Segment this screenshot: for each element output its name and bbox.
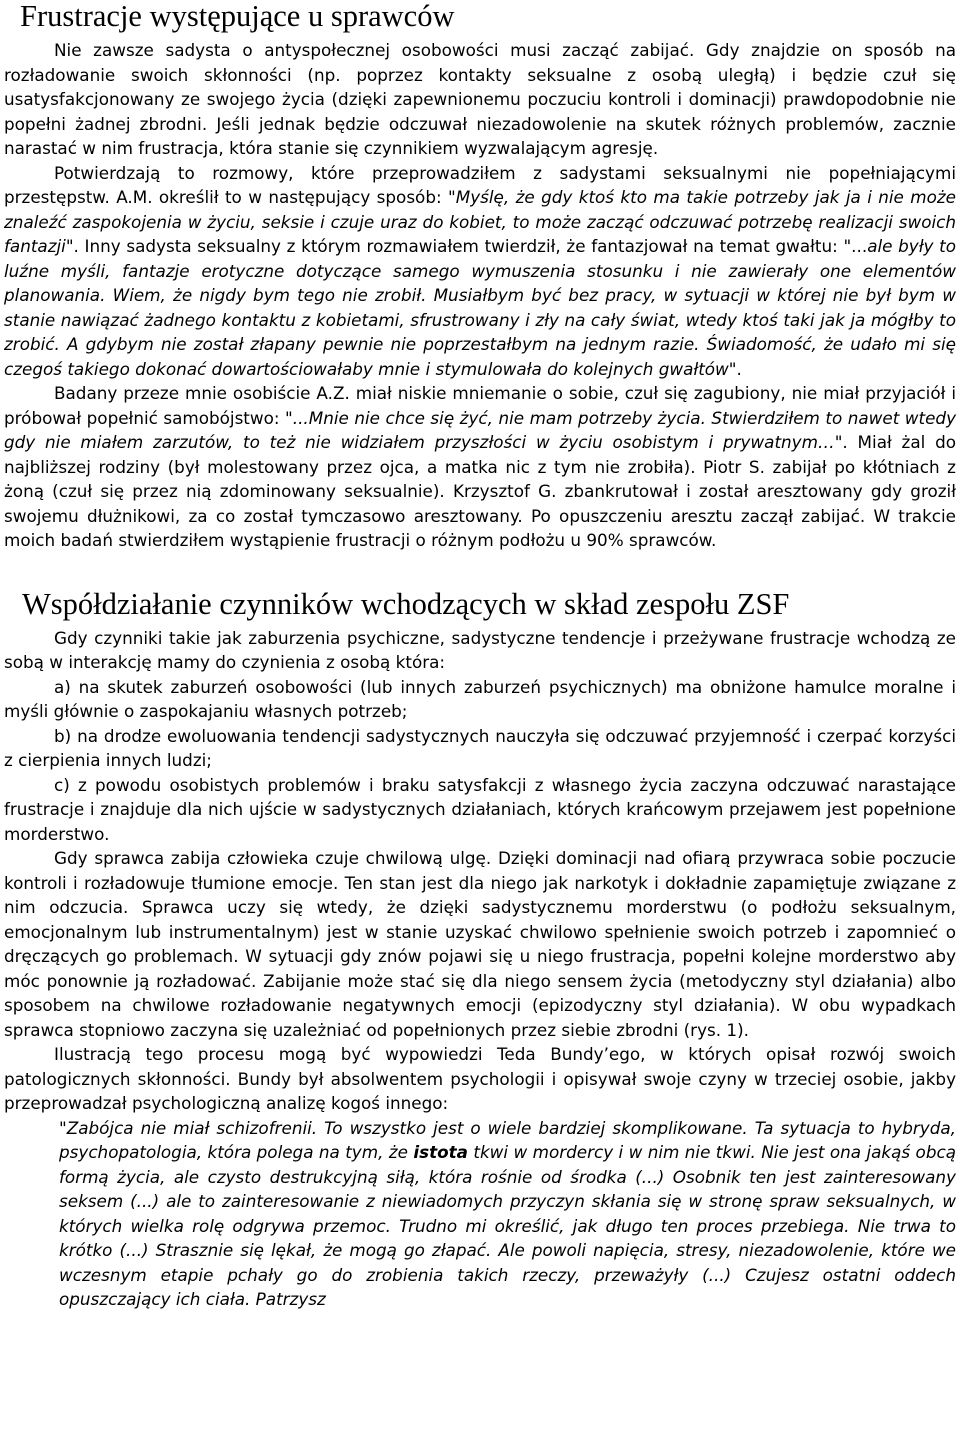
text-run: ". — [728, 358, 742, 379]
bold-italic-text: istota — [413, 1142, 468, 1162]
list-item-b — [4, 724, 956, 773]
text-run: Potwierdzają to rozmowy, które przeprowadziłem z sadystami seksualnymi nie popełniającymi przestępstw. A.M. określił to w następujący sposób: " — [4, 162, 956, 207]
section-heading-wspoldzialanie: Współdziałanie czynników wchodzących w skład zespołu ZSF — [22, 586, 790, 621]
block-quote — [59, 1116, 956, 1312]
list-item-c — [4, 773, 956, 847]
paragraph — [4, 38, 956, 161]
text-run: Ilustracją tego procesu mogą być wypowiedzi Teda Bundy’ego, w których opisał rozwój swoich patologicznych skłonności. Bundy był absolwentem psychologii i opisywał swoje czyny w trzeciej osobie, jakby przeprowadzał psychologiczną analizę kogoś innego: — [4, 1044, 956, 1113]
text-run: c) z powodu osobistych problemów i braku satysfakcji z własnego życia zaczyna odczuwać narastające frustracje i znajduje dla nich ujście w sadystycznych działaniach, których krańcowym przejawem jest popełnione morderstwo. — [4, 774, 956, 844]
text-run: ". Miał żal do najbliższej rodziny (był molestowany przez ojca, a matka nic z tym nie zrobiła). Piotr S. zabijał po kłótniach z żoną (czuł się przez nią zdominowany seksualnie). Krzysztof G. zbankrutował i został aresztowany gdy groził swojemu dłużnikowi, za co został tymczasowo aresztowany. Po opuszczeniu aresztu zaczął zabijać. W trakcie moich badań stwierdziłem wystąpienie frustracji o różnym podłożu u 90% sprawców. — [4, 432, 956, 550]
text-run: Gdy sprawca zabija człowieka czuje chwilową ulgę. Dzięki dominacji nad ofiarą przywraca sobie poczucie kontroli i rozładowuje tłumione emocje. Ten stan jest dla niego jak narkotyk i dokładnie zapamiętuje związane z nim odczucia. Sprawca uczy się wtedy, że dzięki sadystycznemu morderstwu (o podłożu seksualnym, emocjonalnym lub instrumentalnym) jest w stanie uzyskać chwilowo spełnienie swoich potrzeb i zapomnieć o dręczących go problemach. W sytuacji gdy znów pojawi się u niego frustracja, popełni kolejne morderstwo aby móc ponownie ją rozładować. Zabijanie może stać się dla niego sensem życia (metodyczny styl działania) albo sposobem na chwilowe rozładowanie negatywnych emocji (epizodyczny styl działania). W obu wypadkach sprawca stopniowo zaczyna się uzależniać od popełnionych przez siebie zbrodni (rys. 1). — [4, 848, 956, 1040]
paragraph — [4, 161, 956, 382]
italic-text: ale były to luźne myśli, fantazje erotyczne dotyczące samego wymuszenia stosunku i nie zawierały one elementów planowania. Wiem, że nigdy bym tego nie zrobił. Musiałbym być bez pracy, w sytuacji w której nie był bym w stanie nawiązać żadnego kontaktu z kobietami, sfrustrowany i zły na cały świat, wtedy ktoś taki jak ja mógłby to zrobić. A gdybym nie został złapany pewnie nie poprzestałbym na jednym razie. Świadomość, że udało mi się czegoś takiego dokonać dowartościowałaby mnie i stymulowała do kolejnych gwałtów — [4, 236, 956, 379]
paragraph — [4, 846, 956, 1042]
italic-text: tkwi w mordercy i w nim nie tkwi. Nie jest ona jakąś obcą formą życia, ale czysto destrukcyjną siłą, która rośnie od środka (...) Osobnik ten jest zainteresowany seksem (...) ale to zainteresowanie z niewiadomych przyczyn skłania się w stronę spraw seksualnych, w których wielka rolę odgrywa przemoc. Trudno mi określić, jak długo ten proces przebiega. Nie trwa to krótko (...) Strasznie się lękał, że mogą go złapać. Ale powoli napięcia, stresy, niezadowolenie, które we wczesnym etapie pchały go do zrobienia takich rzeczy, przeważyły (...) Czujesz ostatni oddech opuszczający ich ciała. Patrzysz — [59, 1142, 956, 1309]
italic-text: Zabójca nie miał schizofrenii. To wszystko jest o wiele bardziej skomplikowane. Ta sytuacja to hybryda, psychopatologia, która polega na tym, że — [59, 1117, 956, 1162]
italic-text: Myślę, że gdy ktoś kto ma takie potrzeby jak ja i nie może znaleźć zaspokojenia w życiu, seksie i czuje uraz do kobiet, to może zacząć odczuwać potrzebę realizacji swoich fantazji — [4, 187, 956, 256]
text-run: a) na skutek zaburzeń osobowości (lub innych zaburzeń psychicznych) ma obniżone hamulce moralne i myśli głównie o zaspokajaniu własnych potrzeb; — [4, 676, 956, 721]
text-run: Nie zawsze sadysta o antyspołecznej osobowości musi zacząć zabijać. Gdy znajdzie on sposób na rozładowanie swoich skłonności (np. poprzez kontakty seksualne z osobą uległą) i będzie czuł się usatysfakcjonowany ze swojego życia (dzięki zapewnionemu poczuciu kontroli i dominacji) prawdopodobnie nie popełni żadnej zbrodni. Jeśli jednak będzie odczuwał niezadowolenie na skutek różnych problemów, zacznie narastać w nim frustracja, która stanie się czynnikiem wyzwalającym agresję. — [4, 40, 956, 158]
quote-mark: " — [59, 1117, 67, 1138]
text-run: b) na drodze ewoluowania tendencji sadystycznych nauczyła się odczuwać przyjemność i czerpać korzyści z cierpienia innych ludzi; — [4, 725, 956, 770]
list-item-a — [4, 675, 956, 724]
section-heading-frustracje: Frustracje występujące u sprawców — [20, 0, 455, 33]
paragraph — [4, 1042, 956, 1116]
text-run: Gdy czynniki takie jak zaburzenia psychiczne, sadystyczne tendencje i przeżywane frustracje wchodzą ze sobą w interakcję mamy do czynienia z osobą która: — [4, 627, 956, 672]
text-run: ". Inny sadysta seksualny z którym rozmawiałem twierdził, że fantazjował na temat gwałtu: "... — [65, 236, 868, 256]
italic-text: ...Mnie nie chce się żyć, nie mam potrzeby życia. Stwierdziłem to nawet wtedy gdy nie miałem zarzutów, to też nie widziałem przyszłości w życiu osobistym i prywatnym… — [4, 407, 956, 452]
text-run: Badany przeze mnie osobiście A.Z. miał niskie mniemanie o sobie, czuł się zagubiony, nie miał przyjaciół i próbował popełnić samobójstwo: " — [4, 383, 956, 428]
paragraph — [4, 381, 956, 553]
paragraph — [4, 626, 956, 675]
